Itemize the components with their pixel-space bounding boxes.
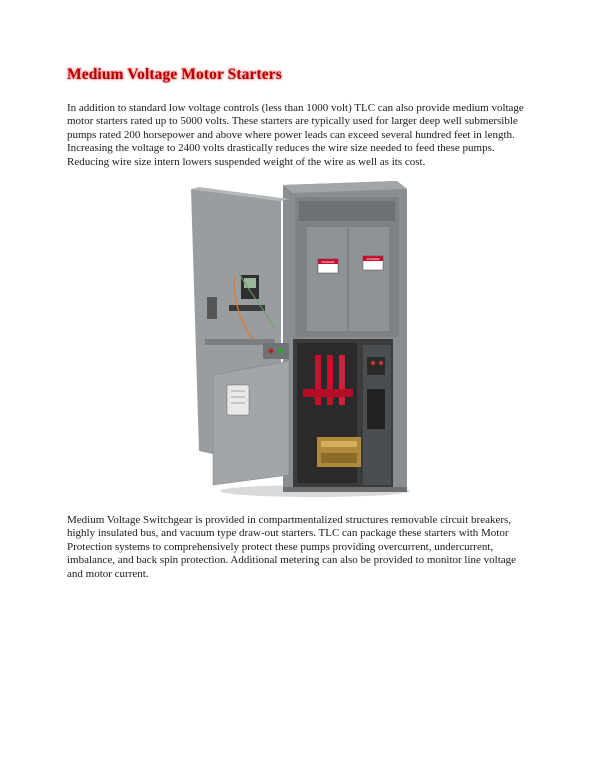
intro-paragraph: In addition to standard low voltage controls (less than 1000 volt) TLC can also provide medium voltage motor starters rated up to 5000 volts. These starters are typically used for larger deep well submersible pumps rated 200 horsepower and above where power leads can exceed several hundred feet in length. Increasing the voltage to 2400 volts drastically reduces the wire size needed to feed these pumps. Reducing wire size intern lowers suspended weight of the wire as well as its cost. [67, 102, 524, 168]
danger-label-left [318, 259, 338, 273]
svg-text:DANGER: DANGER [366, 257, 380, 261]
switchgear-paragraph: Medium Voltage Switchgear is provided in compartmentalized structures removable circuit breakers, highly insulated bus, and vacuum type draw-out starters. TLC can package these starters with Motor Protection systems to comprehensively protect these pumps providing overcurrent, undercurrent, imbalance, and back spin protection. Additional metering can also be provided to monitor line voltage and motor current. [67, 514, 517, 580]
page-title: Medium Voltage Motor Starters [67, 66, 282, 83]
switchgear-photo [185, 179, 413, 498]
svg-text:DANGER: DANGER [321, 260, 335, 264]
danger-label-right [363, 256, 383, 270]
